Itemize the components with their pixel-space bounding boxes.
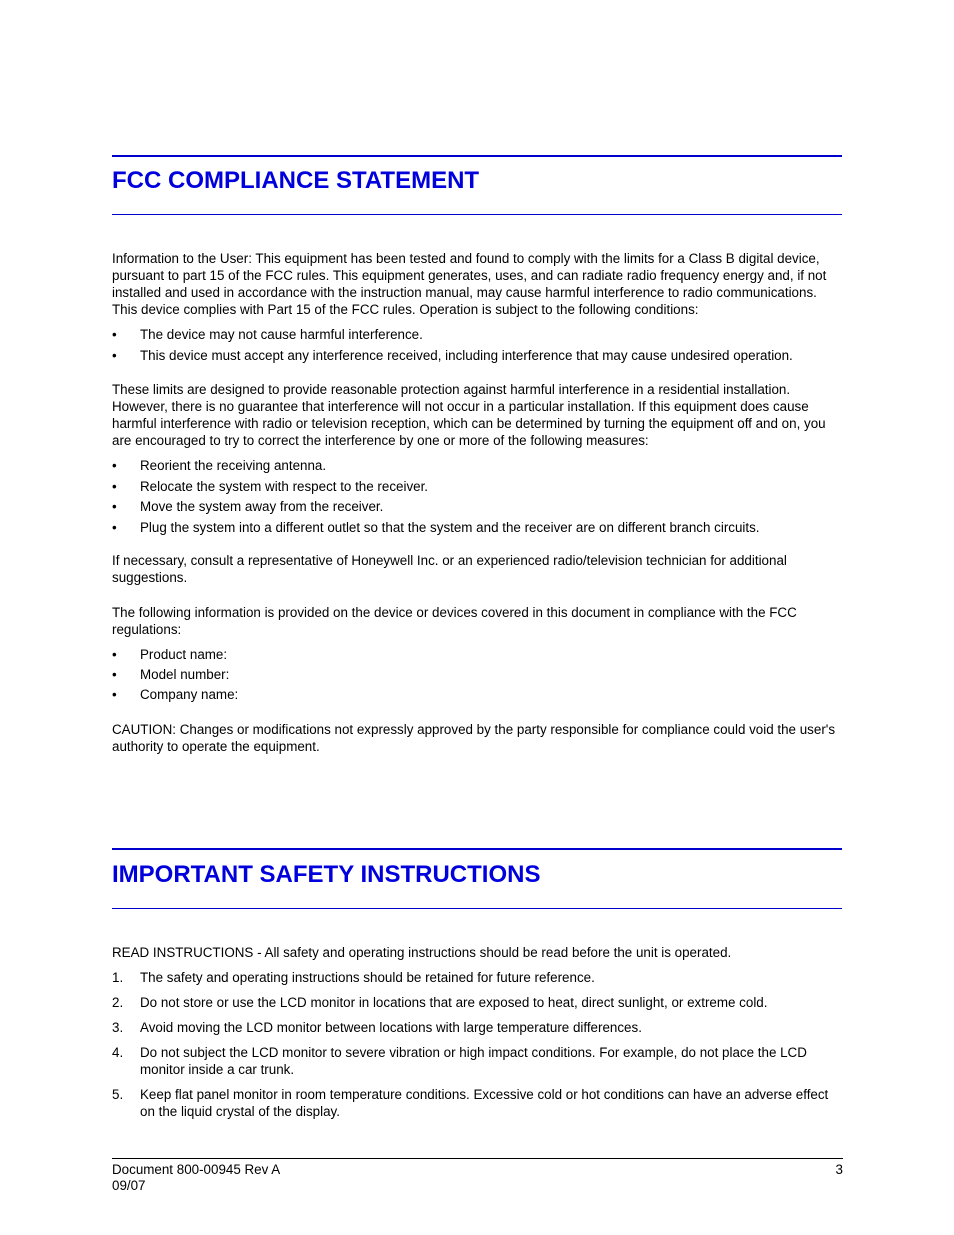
list-item: 1. The safety and operating instructions should be retained for future reference.: [112, 970, 595, 985]
safety-heading: IMPORTANT SAFETY INSTRUCTIONS: [112, 861, 541, 888]
list-item: • Relocate the system with respect to the receiver.: [112, 478, 429, 494]
item-number: 5.: [112, 1087, 124, 1102]
bullet-mark: •: [112, 499, 117, 514]
fcc-device-info-list: [112, 646, 842, 703]
list-item: • Company name:: [112, 687, 239, 702]
list-item: 4. Do not subject the LCD monitor to severe vibration or high impact conditions. For example, do not place the LCD monitor inside a car trunk.: [112, 1045, 807, 1077]
fcc-limits-paragraph: These limits are designed to provide reasonable protection against harmful interference in a residential installation. However, there is no guarantee that interference will not occur in a particular installation. If this equipment does cause harmful interference with radio or television reception, which can be determined by turning the equipment off and on, you are encouraged to try to correct the interference by one or more of the following measures:: [112, 382, 826, 448]
list-item: 2. Do not store or use the LCD monitor in locations that are exposed to heat, direct sunlight, or extreme cold.: [112, 995, 768, 1010]
bullet-mark: •: [112, 478, 117, 494]
page-footer: [112, 1162, 843, 1194]
list-item: • Move the system away from the receiver.: [112, 499, 384, 514]
bullet-mark: •: [112, 327, 117, 342]
list-item: • Reorient the receiving antenna.: [112, 458, 327, 473]
list-item: • Plug the system into a different outlet so that the system and the receiver are on different branch circuits.: [112, 519, 760, 535]
item-number: 3.: [112, 1020, 124, 1035]
bullet-mark: •: [112, 667, 117, 682]
document-date: 09/07: [112, 1178, 146, 1193]
document-number: Document 800-00945 Rev A: [112, 1162, 281, 1177]
footer-rule: [112, 1158, 843, 1159]
fcc-info-paragraph: The following information is provided on the device or devices covered in this document in compliance with the FCC regulations:: [112, 605, 797, 637]
item-number: 2.: [112, 995, 124, 1010]
section-rule-top: [112, 848, 842, 850]
list-item: • The device may not cause harmful interference.: [112, 327, 423, 342]
fcc-caution-paragraph: CAUTION: Changes or modifications not expressly approved by the party responsible for compliance could void the user's authority to operate the equipment.: [112, 722, 836, 754]
item-number: 1.: [112, 970, 124, 985]
list-item: • This device must accept any interference received, including interference that may cause undesired operation.: [112, 348, 793, 363]
fcc-conditions-list: [112, 326, 842, 364]
list-item: 3. Avoid moving the LCD monitor between locations with large temperature differences.: [112, 1020, 642, 1035]
item-number: 4.: [112, 1045, 124, 1060]
section-rule-bottom: [112, 908, 842, 909]
list-item: • Model number:: [112, 667, 230, 682]
fcc-intro-paragraph: Information to the User: This equipment has been tested and found to comply with the limits for a Class B digital device, pursuant to part 15 of the FCC rules. This equipment generates, uses, and can radiate radio frequency energy and, if not installed and used in accordance with the instruction manual, may cause harmful interference to radio communications. This device complies with Part 15 of the FCC rules. Operation is subject to the following conditions:: [112, 251, 827, 317]
bullet-mark: •: [112, 647, 117, 662]
bullet-mark: •: [112, 348, 117, 363]
list-item: • Product name:: [112, 647, 228, 662]
bullet-mark: •: [112, 458, 117, 473]
fcc-consult-paragraph: If necessary, consult a representative of Honeywell Inc. or an experienced radio/television technician for additional suggestions.: [112, 553, 787, 585]
section-rule-top: [112, 155, 842, 157]
list-item: 5. Keep flat panel monitor in room temperature conditions. Excessive cold or hot conditions can have an adverse effect on the liquid crystal of the display.: [112, 1087, 829, 1119]
fcc-heading: FCC COMPLIANCE STATEMENT: [112, 167, 480, 194]
bullet-mark: •: [112, 519, 117, 535]
safety-intro-paragraph: READ INSTRUCTIONS - All safety and operating instructions should be read before the unit is operated.: [112, 945, 732, 960]
fcc-measures-list: [112, 457, 842, 536]
safety-instructions-list: [112, 969, 842, 1120]
bullet-mark: •: [112, 687, 117, 702]
page-number: 3: [835, 1162, 843, 1177]
section-rule-bottom: [112, 214, 842, 215]
